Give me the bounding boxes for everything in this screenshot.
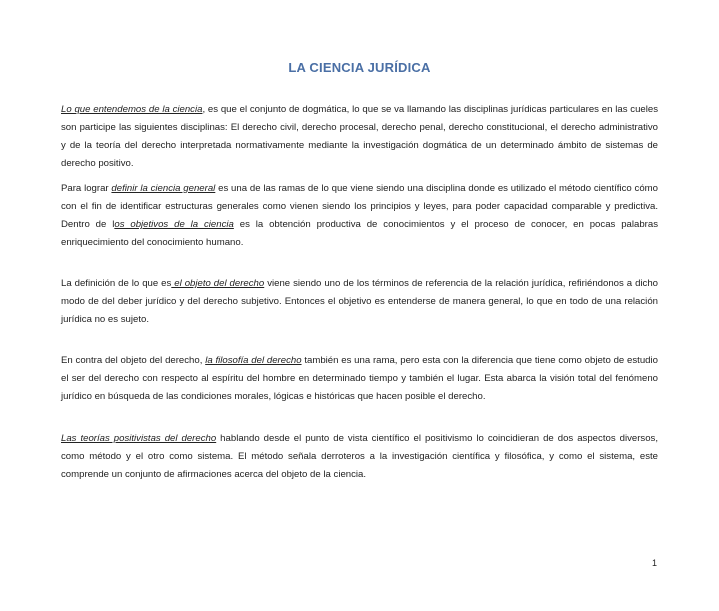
term-definir-ciencia-general: definir la ciencia general — [111, 183, 216, 194]
paragraph-text: es la obtención productiva de conocimientos y el proceso de conocer, en pocas palabras enriquecimiento del conocimiento humano. — [61, 219, 659, 248]
paragraph-text: también es una rama, pero esta con la diferencia que tiene como objeto de estudio el ser del derecho con respecto al espíritu del hombre en determinado tiempo y también el lugar. Esta abarca la visión total del fenómeno jurídico en búsqueda de las condiciones morales, lógicas e históricas que hacen posible el derecho. — [61, 355, 658, 402]
paragraph-text-before: Para lograr — [61, 183, 112, 194]
paragraph-ciencia — [61, 101, 658, 173]
paragraph-text-middle: es una de las ramas de lo que viene siendo una disciplina donde es utilizado el método científico cómo con el fin de identificar estructuras generales como vienen siendo los principios y leyes, para poder capacidad comparable y predictiva. Dentro de l — [61, 183, 658, 230]
term-objetivos-ciencia: os objetivos de la ciencia — [114, 219, 234, 230]
paragraph-text: hablando desde el punto de vista científico el positivismo lo coincidieran de dos aspectos diversos, como método y el otro como sistema. El método señala derroteros a la investigación científica y filosófica, y como el sistema, este comprende un conjunto de afirmaciones acerca del objeto de la ciencia. — [61, 433, 658, 480]
paragraph-text-before: La definición de lo que es — [61, 278, 172, 289]
document-title: LA CIENCIA JURÍDICA — [288, 60, 431, 75]
term-filosofia-derecho: la filosofía del derecho — [205, 355, 302, 366]
paragraph-objeto-derecho — [61, 275, 658, 329]
term-objeto-derecho: el objeto del derecho — [171, 278, 265, 289]
paragraph-teorias-positivistas — [61, 430, 658, 484]
paragraph-text: , es que el conjunto de dogmática, lo que se va llamando las disciplinas jurídicas particulares en las cueles son participe las siguientes disciplinas: El derecho civil, derecho procesal, derecho penal, derecho constitucional, el derecho administrativo y de la teoría del derecho interpretada normativamente mediante la investigación dogmática de un determinado ámbito de sistemas de derecho positivo. — [61, 104, 659, 169]
paragraph-filosofia-derecho — [61, 352, 658, 406]
term-lo-que-entendemos: Lo que entendemos de la ciencia — [61, 104, 203, 115]
paragraph-ciencia-general — [61, 180, 658, 252]
page-number: 1 — [651, 558, 657, 568]
paragraph-text-before: En contra del objeto del derecho, — [61, 355, 206, 366]
term-teorias-positivistas: Las teorías positivistas del derecho — [61, 433, 217, 444]
paragraph-text: viene siendo uno de los términos de referencia de la relación jurídica, refiriéndonos a dicho modo de del deber jurídico y del derecho subjetivo. Entonces el objetivo es entenderse de manera general, lo que en todo de una relación jurídica no es sujeto. — [61, 278, 658, 325]
